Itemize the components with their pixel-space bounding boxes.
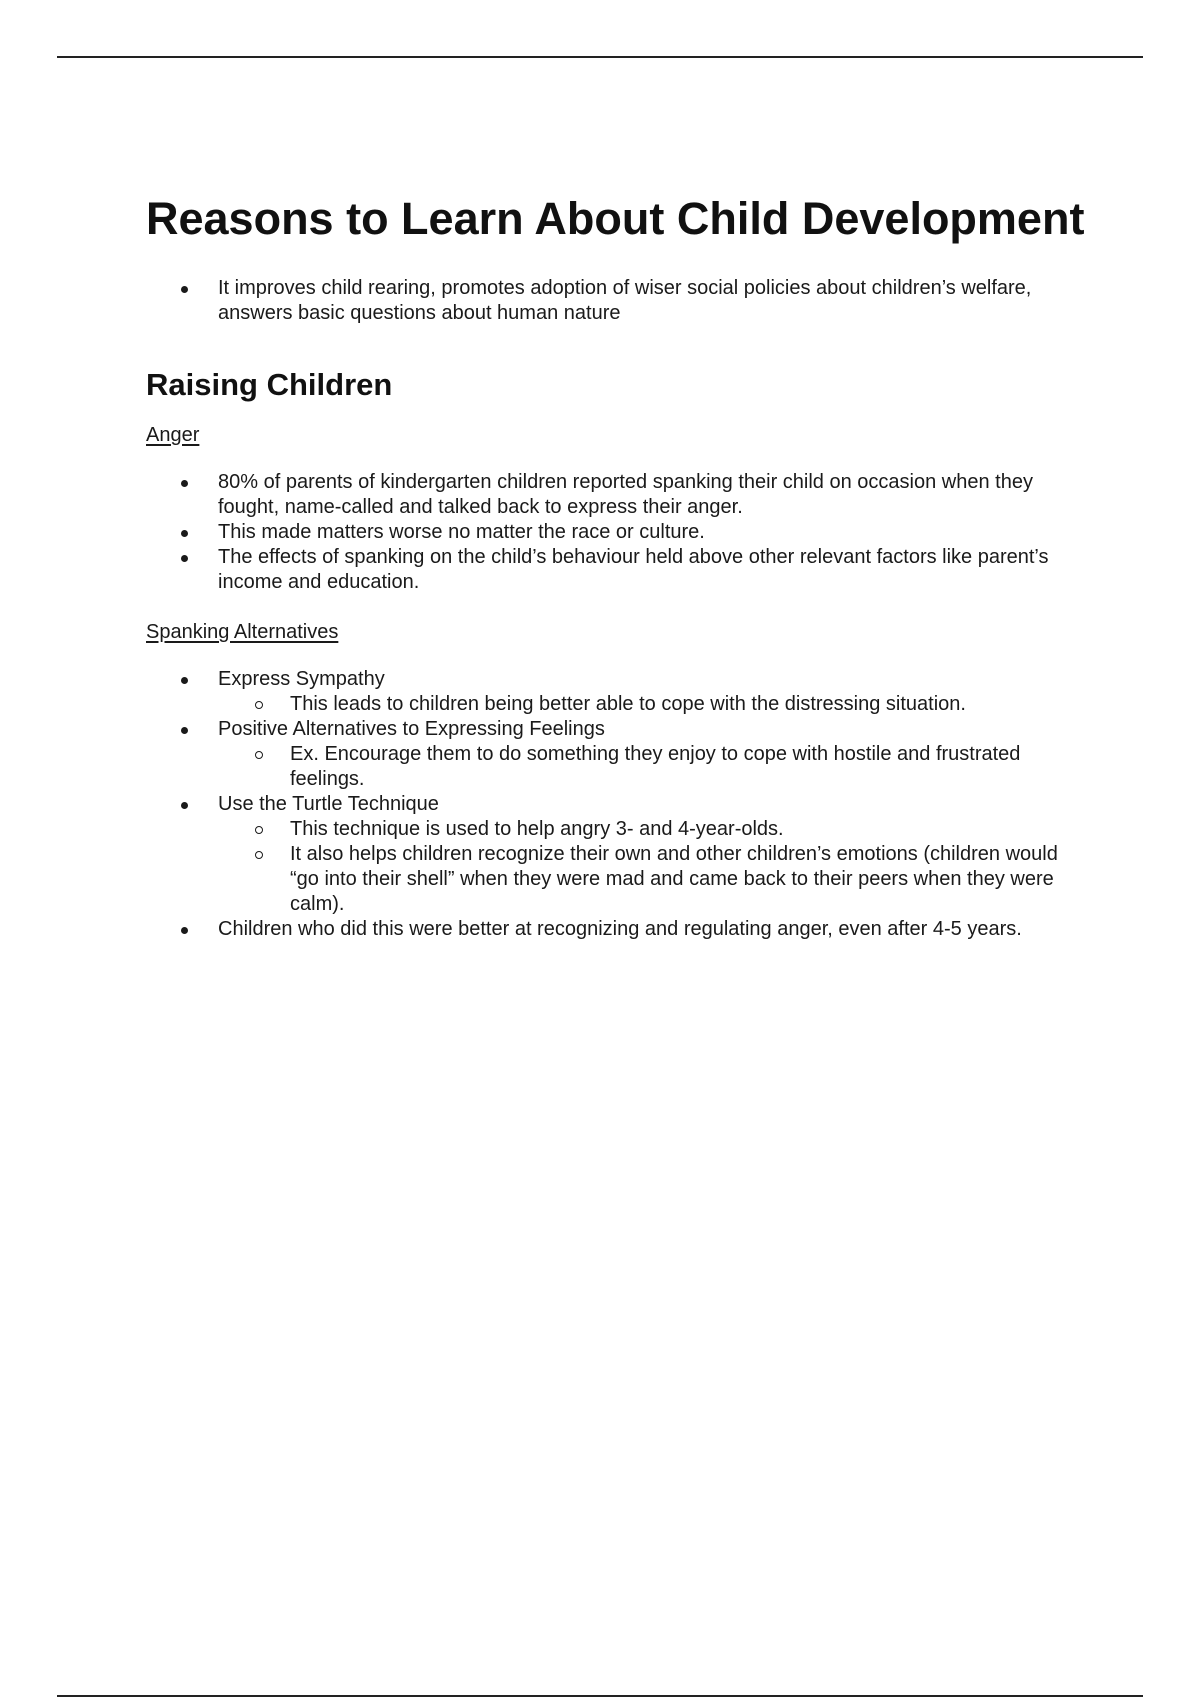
sub-list-item-text: This technique is used to help angry 3- and 4-year-olds. <box>290 818 784 840</box>
intro-bullet-list <box>146 276 1086 326</box>
list-item <box>146 667 1086 717</box>
list-item-text: 80% of parents of kindergarten children reported spanking their child on occasion when they fought, name-called and talked back to express their anger. <box>218 471 1033 518</box>
bullet-icon <box>181 727 188 734</box>
bullet-icon <box>181 286 188 293</box>
list-item-text: Use the Turtle Technique <box>218 793 439 815</box>
sub-bullet-list <box>218 692 1086 717</box>
list-item-text: Children who did this were better at recognizing and regulating anger, even after 4-5 years. <box>218 918 1022 940</box>
list-item-text: This made matters worse no matter the race or culture. <box>218 521 705 543</box>
sub-bullet-list <box>218 817 1086 917</box>
alternatives-bullet-list <box>146 667 1086 942</box>
sub-list-item <box>218 692 1086 717</box>
spanking-alternatives-subheading: Spanking Alternatives <box>146 621 339 643</box>
bullet-icon <box>181 480 188 487</box>
page-content <box>146 192 1086 942</box>
list-item <box>146 470 1086 520</box>
list-item <box>146 276 1086 326</box>
sub-list-item <box>218 817 1086 842</box>
bullet-icon <box>181 677 188 684</box>
page-title: Reasons to Learn About Child Development <box>146 193 1085 244</box>
hollow-bullet-icon <box>255 701 263 709</box>
list-item-text: It improves child rearing, promotes adoption of wiser social policies about children’s welfare, answers basic questions about human nature <box>218 277 1032 324</box>
bullet-icon <box>181 802 188 809</box>
anger-bullet-list <box>146 470 1086 595</box>
bottom-rule <box>57 1695 1143 1697</box>
bullet-icon <box>181 555 188 562</box>
section-heading: Raising Children <box>146 367 393 402</box>
bullet-icon <box>181 530 188 537</box>
sub-list-item <box>218 842 1086 917</box>
sub-list-item-text: This leads to children being better able to cope with the distressing situation. <box>290 693 966 715</box>
bullet-icon <box>181 927 188 934</box>
list-item <box>146 545 1086 595</box>
list-item-text: Positive Alternatives to Expressing Feelings <box>218 718 605 740</box>
sub-list-item-text: It also helps children recognize their own and other children’s emotions (children would “go into their shell” when they were mad and came back to their peers when they were calm). <box>290 843 1058 915</box>
sub-list-item-text: Ex. Encourage them to do something they enjoy to cope with hostile and frustrated feelings. <box>290 743 1021 790</box>
list-item-text: The effects of spanking on the child’s behaviour held above other relevant factors like parent’s income and education. <box>218 546 1049 593</box>
list-item-text: Express Sympathy <box>218 668 385 690</box>
sub-bullet-list <box>218 742 1086 792</box>
list-item <box>146 717 1086 792</box>
list-item <box>146 792 1086 917</box>
list-item <box>146 917 1086 942</box>
top-rule <box>57 56 1143 58</box>
hollow-bullet-icon <box>255 851 263 859</box>
sub-list-item <box>218 742 1086 792</box>
anger-subheading: Anger <box>146 424 200 446</box>
list-item <box>146 520 1086 545</box>
hollow-bullet-icon <box>255 751 263 759</box>
hollow-bullet-icon <box>255 826 263 834</box>
